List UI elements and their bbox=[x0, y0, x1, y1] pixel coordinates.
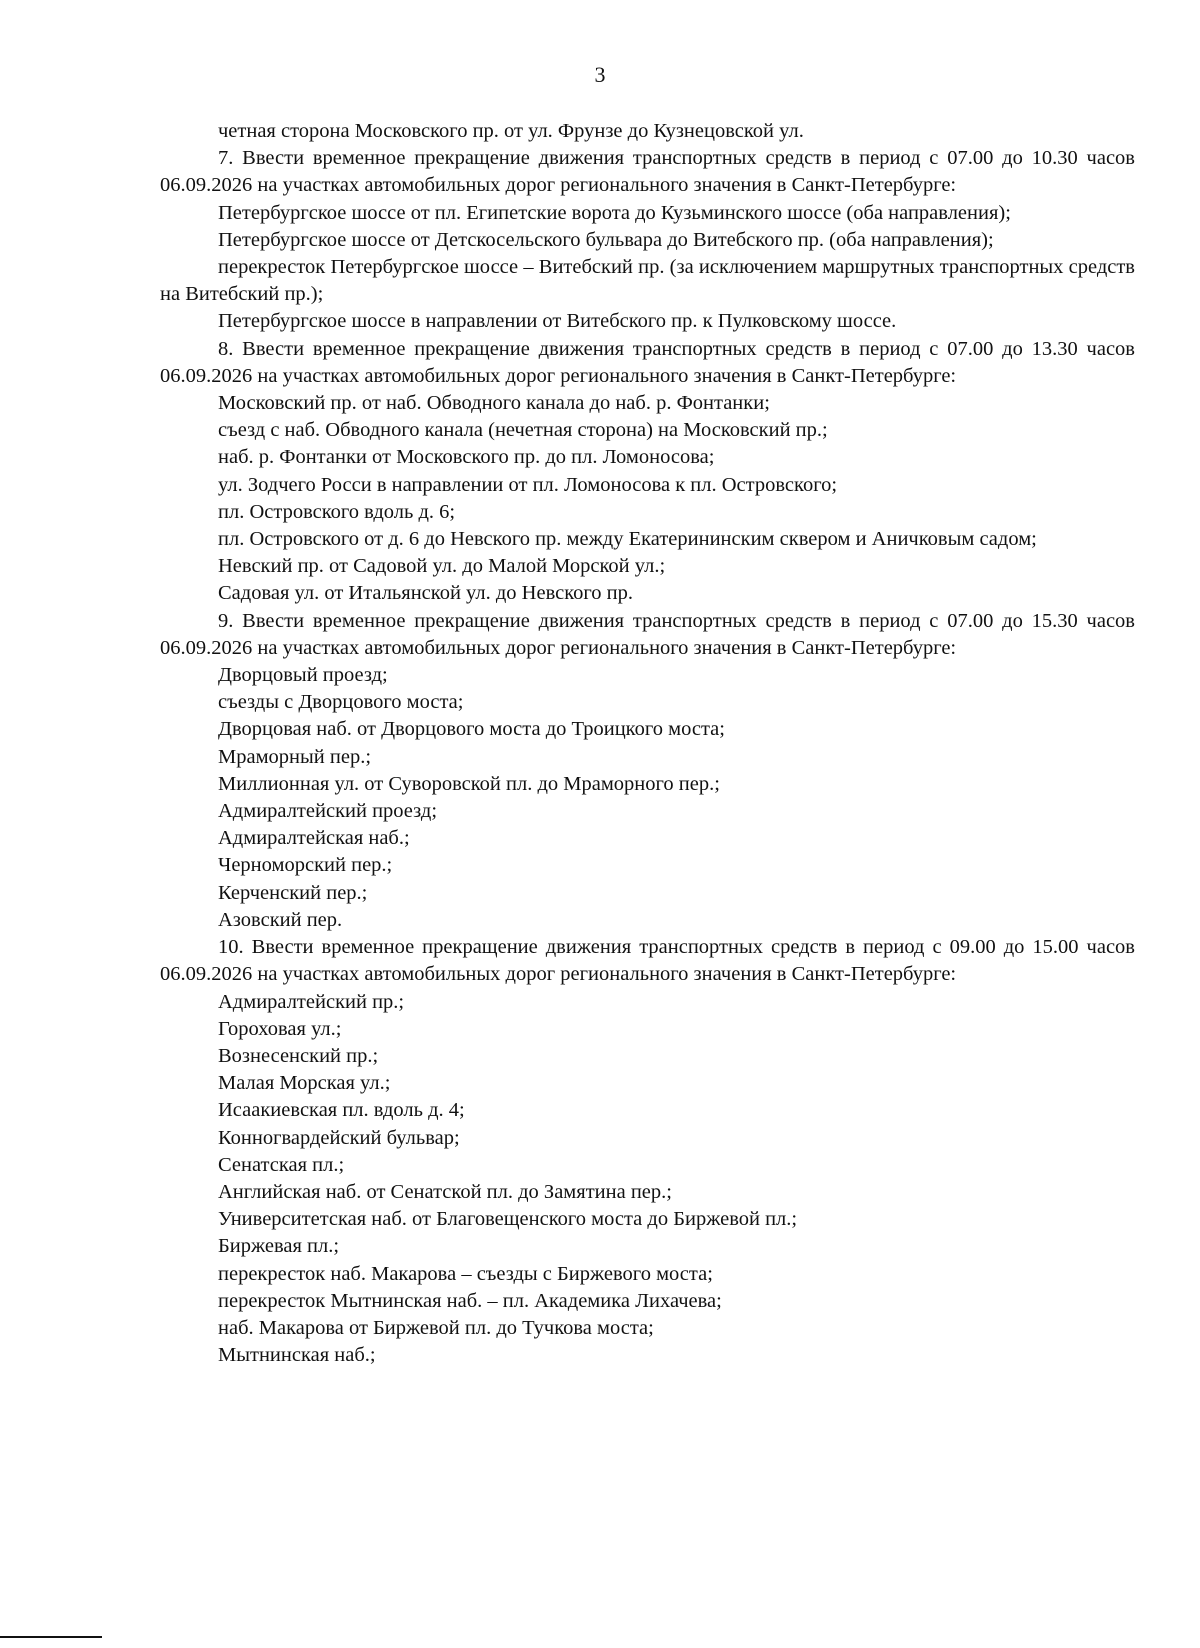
numbered-paragraph: 9. Ввести временное прекращение движения транспортных средств в период с 07.00 до 15.30 часов 06.09.2026 на участках автомобильных дорог регионального значения в Санкт-Петербурге: bbox=[160, 609, 1135, 659]
road-section-item: Вознесенский пр.; bbox=[218, 1044, 379, 1067]
road-section-item: наб. р. Фонтанки от Московского пр. до пл. Ломоносова; bbox=[218, 446, 715, 469]
road-section-item: Мраморный пер.; bbox=[218, 745, 372, 768]
road-section-item: пл. Островского вдоль д. 6; bbox=[218, 500, 456, 523]
road-section-item: Адмиралтейский пр.; bbox=[218, 990, 405, 1013]
numbered-paragraph: 8. Ввести временное прекращение движения транспортных средств в период с 07.00 до 13.30 часов 06.09.2026 на участках автомобильных дорог регионального значения в Санкт-Петербурге: bbox=[160, 337, 1135, 387]
road-section-item: Биржевая пл.; bbox=[218, 1235, 340, 1258]
road-section-item: Гороховая ул.; bbox=[218, 1017, 342, 1040]
numbered-paragraph: 7. Ввести временное прекращение движения транспортных средств в период с 07.00 до 10.30 часов 06.09.2026 на участках автомобильных дорог регионального значения в Санкт-Петербурге: bbox=[160, 147, 1135, 197]
road-section-item: перекресток наб. Макарова – съезды с Биржевого моста; bbox=[218, 1262, 713, 1285]
road-section-item: перекресток Мытнинская наб. – пл. Академика Лихачева; bbox=[218, 1289, 722, 1312]
road-section-item: Азовский пер. bbox=[218, 908, 343, 931]
road-section-item: наб. Макарова от Биржевой пл. до Тучкова моста; bbox=[218, 1316, 654, 1339]
road-section-item: Конногвардейский бульвар; bbox=[218, 1126, 460, 1149]
road-section-item: Петербургское шоссе в направлении от Витебского пр. к Пулковскому шоссе. bbox=[218, 310, 897, 333]
road-section-item: Керченский пер.; bbox=[218, 881, 368, 904]
road-section-item: Невский пр. от Садовой ул. до Малой Морской ул.; bbox=[218, 555, 666, 578]
road-section-item: Мытнинская наб.; bbox=[218, 1344, 376, 1367]
road-section-item: Адмиралтейская наб.; bbox=[218, 827, 410, 850]
document-body bbox=[160, 118, 1135, 1369]
road-section-item: Черноморский пер.; bbox=[218, 854, 393, 877]
road-section-item: Университетская наб. от Благовещенского моста до Биржевой пл.; bbox=[218, 1208, 798, 1231]
numbered-paragraph: 10. Ввести временное прекращение движения транспортных средств в период с 09.00 до 15.00 часов 06.09.2026 на участках автомобильных дорог регионального значения в Санкт-Петербурге: bbox=[160, 936, 1135, 986]
road-section-item: съезды с Дворцового моста; bbox=[218, 691, 464, 714]
road-section-item: Дворцовый проезд; bbox=[218, 664, 388, 687]
road-section-item: ул. Зодчего Росси в направлении от пл. Ломоносова к пл. Островского; bbox=[218, 473, 838, 496]
road-section-item: Садовая ул. от Итальянской ул. до Невского пр. bbox=[218, 582, 634, 605]
road-section-item: Московский пр. от наб. Обводного канала до наб. р. Фонтанки; bbox=[218, 392, 770, 415]
road-section-item: Петербургское шоссе от пл. Египетские ворота до Кузьминского шоссе (оба направления); bbox=[218, 201, 1011, 224]
road-section-item: четная сторона Московского пр. от ул. Фрунзе до Кузнецовской ул. bbox=[218, 120, 804, 142]
road-section-item: Петербургское шоссе от Детскосельского бульвара до Витебского пр. (оба направления); bbox=[218, 228, 994, 251]
road-section-item: пл. Островского от д. 6 до Невского пр. между Екатерининским сквером и Аничковым садом; bbox=[218, 528, 1037, 551]
footer-rule bbox=[0, 1636, 102, 1638]
road-section-item: Адмиралтейский проезд; bbox=[218, 800, 438, 823]
road-section-item: Малая Морская ул.; bbox=[218, 1072, 391, 1095]
road-section-item: перекресток Петербургское шоссе – Витебский пр. (за исключением маршрутных транспортных средств на Витебский пр.); bbox=[160, 256, 1135, 306]
road-section-item: съезд с наб. Обводного канала (нечетная сторона) на Московский пр.; bbox=[218, 419, 828, 442]
road-section-item: Английская наб. от Сенатской пл. до Замятина пер.; bbox=[218, 1180, 672, 1203]
page-number: 3 bbox=[594, 62, 606, 87]
road-section-item: Сенатская пл.; bbox=[218, 1153, 345, 1176]
road-section-item: Исаакиевская пл. вдоль д. 4; bbox=[218, 1099, 465, 1122]
road-section-item: Миллионная ул. от Суворовской пл. до Мраморного пер.; bbox=[218, 772, 720, 795]
road-section-item: Дворцовая наб. от Дворцового моста до Троицкого моста; bbox=[218, 718, 725, 741]
